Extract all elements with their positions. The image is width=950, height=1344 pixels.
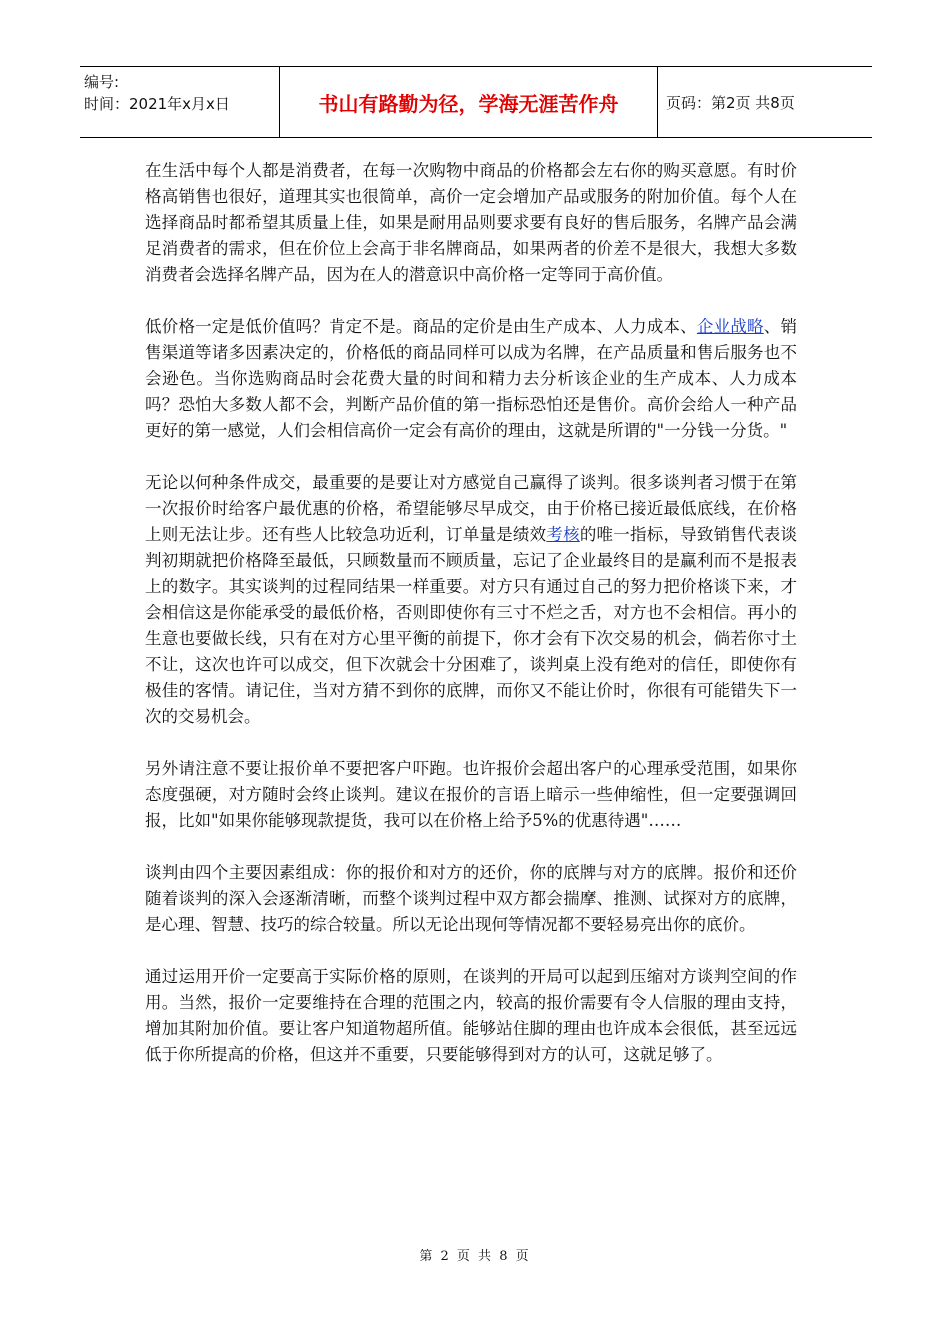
paragraph-2 [145,314,797,444]
paragraph-4: 另外请注意不要让报价单不要把客户吓跑。也许报价会超出客户的心理承受范围，如果你态度强硬，对方随时会终止谈判。建议在报价的言语上暗示一些伸缩性，但一定要强调回报，比如"如果你能够现款提货，我可以在价格上给予5%的优惠待遇"…… [145,759,797,830]
header-meta [80,67,280,137]
paragraph-5: 谈判由四个主要因素组成：你的报价和对方的还价，你的底牌与对方的底牌。报价和还价随着谈判的深入会逐渐清晰，而整个谈判过程中双方都会揣摩、推测、试探对方的底牌，是心理、智慧、技巧的综合较量。所以无论出现何等情况都不要轻易亮出你的底价。 [145,863,797,934]
page-footer: 第 2 页 共 8 页 [419,1249,531,1264]
paragraph-6: 通过运用开价一定要高于实际价格的原则，在谈判的开局可以起到压缩对方谈判空间的作用。当然，报价一定要维持在合理的范围之内，较高的报价需要有令人信服的理由支持，增加其附加价值。要让客户知道物超所值。能够站住脚的理由也许成本会很低，甚至远远低于你所提高的价格，但这并不重要，只要能够得到对方的认可，这就足够了。 [145,967,797,1064]
paragraph-2-text-after: 、销售渠道等诸多因素决定的，价格低的商品同样可以成为名牌，在产品质量和售后服务也不会逊色。当你选购商品时会花费大量的时间和精力去分析该企业的生产成本、人力成本吗？恐怕大多数人都不会，判断产品价值的第一指标恐怕还是售价。高价会给人一种产品更好的第一感觉，人们会相信高价一定会有高价的理由，这就是所谓的"一分钱一分货。" [145,317,798,440]
document-date: 时间：2021年x月x日 [84,95,230,113]
header-motto: 书山有路勤为径，学海无涯苦作舟 [280,67,658,137]
document-body [145,158,797,1094]
header-page-code: 页码：第2页 共8页 [666,93,795,112]
paragraph-3-text-before: 无论以何种条件成交，最重要的是要让对方感觉自己赢得了谈判。很多谈判者习惯于在第一次报价时给客户最优惠的价格，希望能够尽早成交，由于价格已接近最低底线，在价格上则无法让步。还有些人比较急功近利，订单量是绩效 [145,473,797,544]
document-number-label: 编号: [84,73,120,91]
paragraph-3-text-after: 的唯一指标，导致销售代表谈判初期就把价格降至最低，只顾数量而不顾质量，忘记了企业最终目的是赢利而不是报表上的数字。其实谈判的过程同结果一样重要。对方只有通过自己的努力把价格谈下来，才会相信这是你能承受的最低价格，否则即使你有三寸不烂之舌，对方也不会相信。再小的生意也要做长线，只有在对方心里平衡的前提下，你才会有下次交易的机会，倘若你寸土不让，这次也许可以成交，但下次就会十分困难了，谈判桌上没有绝对的信任，即使你有极佳的客情。请记住，当对方猜不到你的底牌，而你又不能让价时，你很有可能错失下一次的交易机会。 [145,525,798,726]
link-assessment[interactable]: 考核 [546,525,580,544]
link-enterprise-strategy[interactable]: 企业战略 [696,317,764,336]
paragraph-1: 在生活中每个人都是消费者，在每一次购物中商品的价格都会左右你的购买意愿。有时价格高销售也很好，道理其实也很简单，高价一定会增加产品或服务的附加价值。每个人在选择商品时都希望其质量上佳，如果是耐用品则要求要有良好的售后服务，名牌产品会满足消费者的需求，但在价位上会高于非名牌商品，如果两者的价差不是很大，我想大多数消费者会选择名牌产品，因为在人的潜意识中高价格一定等同于高价值。 [145,161,797,284]
document-header [80,66,872,138]
paragraph-2-text-before: 低价格一定是低价值吗？肯定不是。商品的定价是由生产成本、人力成本、 [145,317,697,336]
paragraph-3 [145,470,797,730]
